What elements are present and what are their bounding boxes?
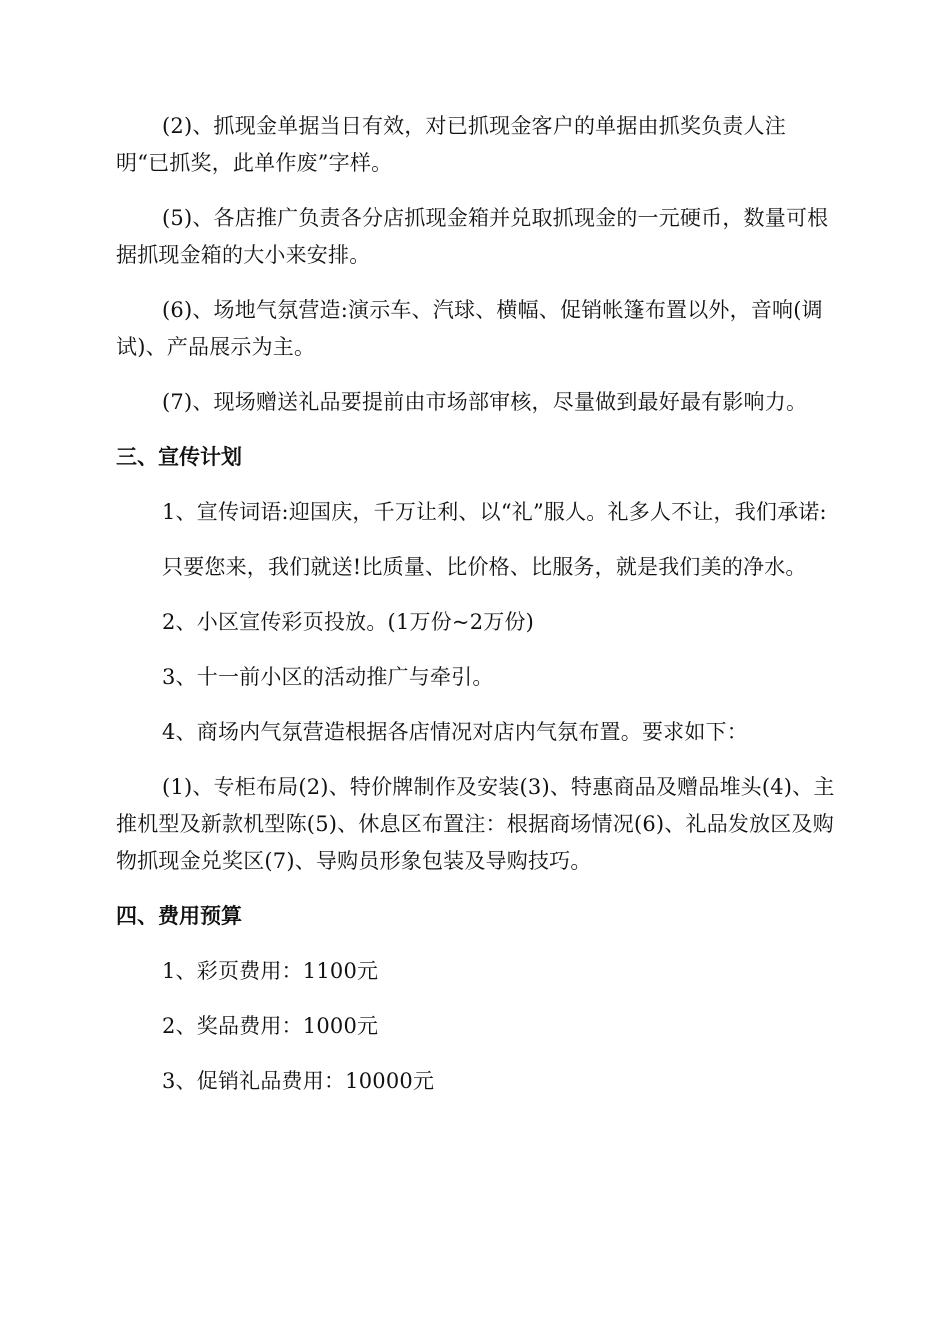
paragraph-requirements-list: (1)、专柜布局(2)、特价牌制作及安装(3)、特惠商品及赠品堆头(4)、主推机型及新款机型陈(5)、休息区布置注：根据商场情况(6)、礼品发放区及购物抓现金兑奖区(7)、导购员形象包装及导购技巧。 [116,775,835,873]
section-heading-publicity: 三、宣传计划 [116,445,242,469]
section-heading-budget: 四、费用预算 [116,904,242,928]
paragraph-item-6-rule: (6)、场地气氛营造:演示车、汽球、横幅、促销帐篷布置以外，音响(调试)、产品展示为主。 [116,298,823,359]
budget-item-flyer: 1、彩页费用：1100元 [162,959,379,983]
paragraph-item-5-rule: (5)、各店推广负责各分店抓现金箱并兑取抓现金的一元硬币，数量可根据抓现金箱的大小来安排。 [116,206,829,267]
paragraph-flyer-distribution: 2、小区宣传彩页投放。(1万份~2万份) [162,610,535,634]
paragraph-store-atmosphere: 4、商场内气氛营造根据各店情况对店内气氛布置。要求如下： [162,720,748,744]
paragraph-item-2-rule: (2)、抓现金单据当日有效，对已抓现金客户的单据由抓奖负责人注明“已抓奖，此单作废”字样。 [116,114,786,175]
paragraph-promise: 只要您来，我们就送!比质量、比价格、比服务，就是我们美的净水。 [162,555,807,579]
document-page [116,108,836,1118]
paragraph-item-7-rule: (7)、现场赠送礼品要提前由市场部审核，尽量做到最好最有影响力。 [162,390,808,414]
paragraph-slogan: 1、宣传词语:迎国庆，千万让利、以“礼”服人。礼多人不让，我们承诺: [162,500,827,524]
paragraph-community-promotion: 3、十一前小区的活动推广与牵引。 [162,665,494,689]
budget-item-prize: 2、奖品费用：1000元 [162,1014,379,1038]
budget-item-gift: 3、促销礼品费用：10000元 [162,1069,435,1093]
